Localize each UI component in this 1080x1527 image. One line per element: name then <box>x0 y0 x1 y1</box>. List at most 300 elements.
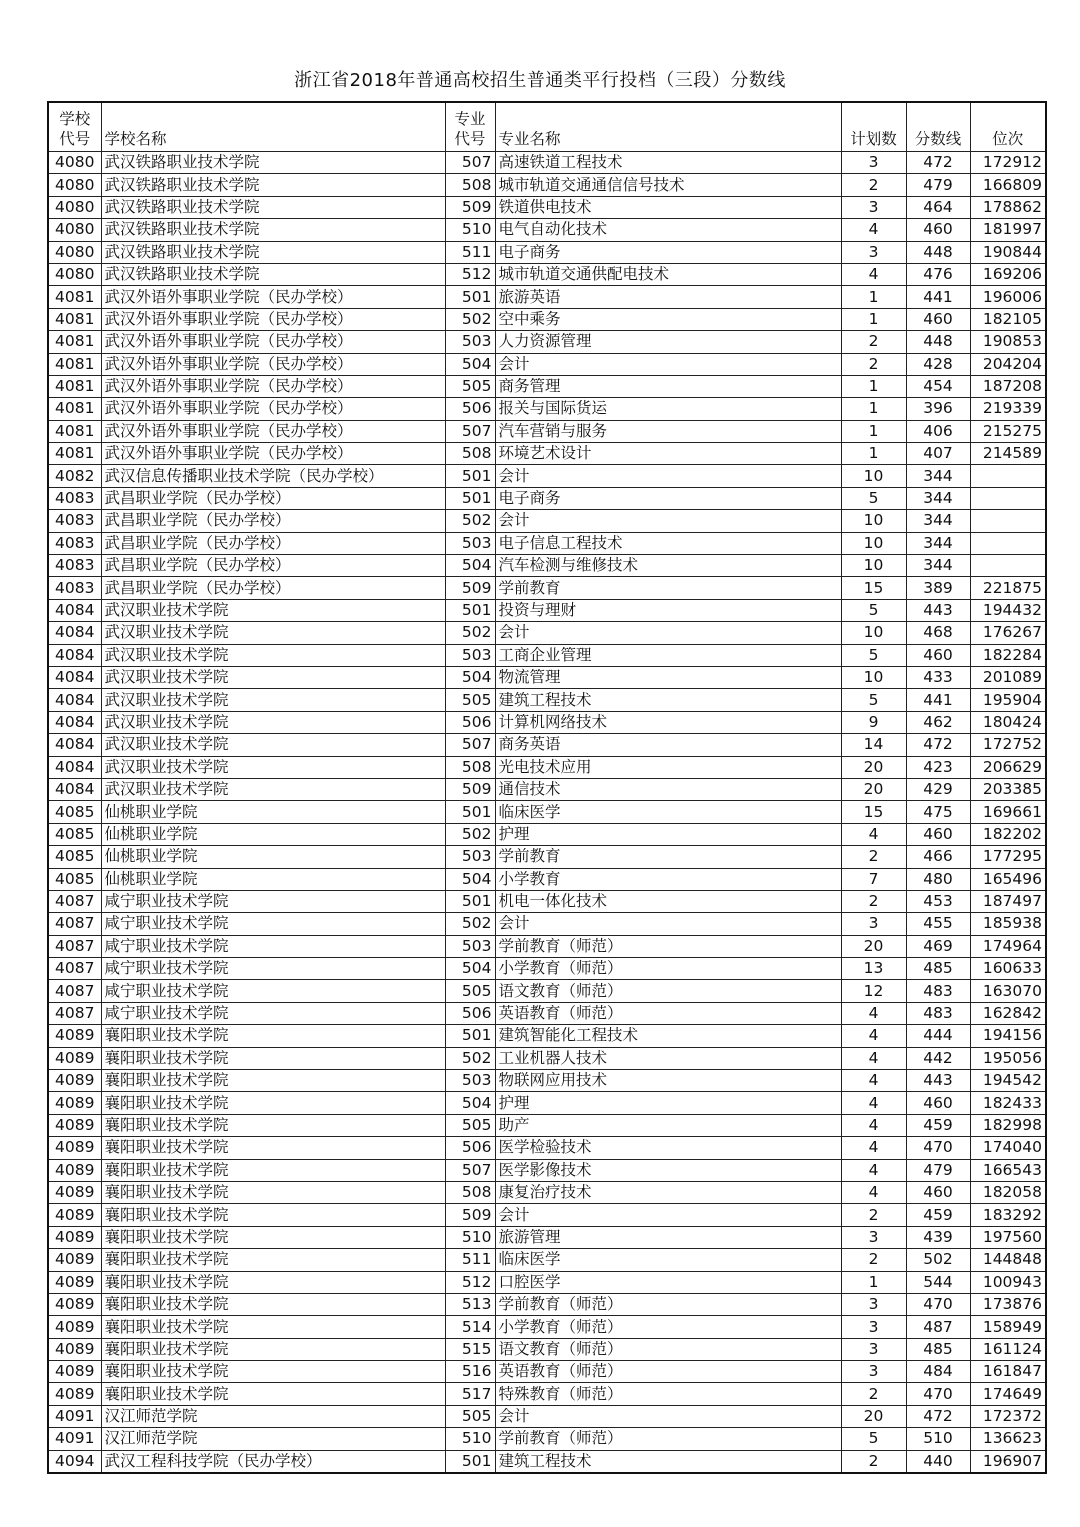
score-cell: 433 <box>906 666 970 688</box>
table-row <box>48 331 1046 353</box>
score-cell: 396 <box>906 398 970 420</box>
score-cell: 469 <box>906 935 970 957</box>
plan-cell: 3 <box>841 1361 906 1383</box>
major-name-cell: 计算机网络技术 <box>495 711 841 733</box>
table-row <box>48 1092 1046 1114</box>
major-name-cell: 物流管理 <box>495 666 841 688</box>
table-row <box>48 308 1046 330</box>
rank-cell: 160633 <box>970 958 1046 980</box>
school-name-cell: 襄阳职业技术学院 <box>101 1271 445 1293</box>
plan-cell: 2 <box>841 1383 906 1405</box>
plan-cell: 4 <box>841 1092 906 1114</box>
school-code-cell: 4083 <box>48 510 101 532</box>
school-name-cell: 武昌职业学院（民办学校） <box>101 487 445 509</box>
rank-cell: 190853 <box>970 331 1046 353</box>
table-row <box>48 398 1046 420</box>
table-row <box>48 353 1046 375</box>
major-code-cell: 509 <box>445 196 495 218</box>
rank-cell: 174964 <box>970 935 1046 957</box>
table-row <box>48 577 1046 599</box>
school-name-cell: 襄阳职业技术学院 <box>101 1204 445 1226</box>
score-cell: 406 <box>906 420 970 442</box>
school-name-cell: 武汉外语外事职业学院（民办学校） <box>101 420 445 442</box>
major-name-cell: 学前教育 <box>495 846 841 868</box>
school-name-cell: 武汉职业技术学院 <box>101 666 445 688</box>
plan-cell: 1 <box>841 375 906 397</box>
major-code-cell: 504 <box>445 353 495 375</box>
major-name-cell: 学前教育（师范） <box>495 1428 841 1450</box>
score-cell: 485 <box>906 958 970 980</box>
major-name-cell: 学前教育 <box>495 577 841 599</box>
table-row <box>48 443 1046 465</box>
table-row <box>48 174 1046 196</box>
rank-cell: 206629 <box>970 756 1046 778</box>
major-name-cell: 光电技术应用 <box>495 756 841 778</box>
major-name-cell: 英语教育（师范） <box>495 1002 841 1024</box>
major-code-cell: 507 <box>445 152 495 174</box>
table-row <box>48 711 1046 733</box>
school-code-cell: 4081 <box>48 398 101 420</box>
major-code-cell: 503 <box>445 1070 495 1092</box>
rank-cell: 182105 <box>970 308 1046 330</box>
school-code-cell: 4083 <box>48 577 101 599</box>
rank-cell <box>970 555 1046 577</box>
school-code-cell: 4081 <box>48 443 101 465</box>
major-name-cell: 人力资源管理 <box>495 331 841 353</box>
major-code-cell: 502 <box>445 1047 495 1069</box>
major-name-cell: 医学影像技术 <box>495 1159 841 1181</box>
table-row <box>48 846 1046 868</box>
plan-cell: 3 <box>841 1316 906 1338</box>
school-code-cell: 4087 <box>48 1002 101 1024</box>
major-code-cell: 510 <box>445 1428 495 1450</box>
school-name-cell: 武汉铁路职业技术学院 <box>101 219 445 241</box>
rank-cell: 196907 <box>970 1450 1046 1473</box>
school-code-cell: 4083 <box>48 532 101 554</box>
rank-cell: 187497 <box>970 890 1046 912</box>
school-code-cell: 4087 <box>48 913 101 935</box>
plan-cell: 4 <box>841 219 906 241</box>
score-cell: 344 <box>906 487 970 509</box>
school-code-cell: 4085 <box>48 846 101 868</box>
major-code-cell: 510 <box>445 219 495 241</box>
plan-cell: 20 <box>841 778 906 800</box>
rank-cell: 172752 <box>970 734 1046 756</box>
school-code-cell: 4081 <box>48 353 101 375</box>
school-code-cell: 4087 <box>48 890 101 912</box>
major-code-cell: 503 <box>445 935 495 957</box>
major-name-cell: 小学教育（师范） <box>495 1316 841 1338</box>
table-row <box>48 1137 1046 1159</box>
table-row <box>48 1293 1046 1315</box>
major-code-cell: 507 <box>445 1159 495 1181</box>
table-row <box>48 666 1046 688</box>
rank-cell: 174649 <box>970 1383 1046 1405</box>
plan-cell: 2 <box>841 174 906 196</box>
major-name-cell: 小学教育 <box>495 868 841 890</box>
plan-cell: 1 <box>841 1271 906 1293</box>
school-name-cell: 襄阳职业技术学院 <box>101 1025 445 1047</box>
score-cell: 460 <box>906 308 970 330</box>
major-name-cell: 工商企业管理 <box>495 644 841 666</box>
major-code-cell: 509 <box>445 577 495 599</box>
major-name-cell: 小学教育（师范） <box>495 958 841 980</box>
school-name-cell: 武汉外语外事职业学院（民办学校） <box>101 308 445 330</box>
rank-cell: 169661 <box>970 801 1046 823</box>
school-name-cell: 武昌职业学院（民办学校） <box>101 555 445 577</box>
rank-cell: 161847 <box>970 1361 1046 1383</box>
rank-cell: 187208 <box>970 375 1046 397</box>
major-code-cell: 508 <box>445 174 495 196</box>
major-code-cell: 504 <box>445 666 495 688</box>
school-name-cell: 汉江师范学院 <box>101 1428 445 1450</box>
table-row <box>48 152 1046 174</box>
major-code-cell: 501 <box>445 890 495 912</box>
score-cell: 466 <box>906 846 970 868</box>
table-row <box>48 801 1046 823</box>
major-code-cell: 510 <box>445 1226 495 1248</box>
school-name-cell: 武汉职业技术学院 <box>101 599 445 621</box>
score-cell: 344 <box>906 532 970 554</box>
school-code-cell: 4087 <box>48 980 101 1002</box>
plan-cell: 7 <box>841 868 906 890</box>
rank-cell: 194156 <box>970 1025 1046 1047</box>
school-name-cell: 武汉外语外事职业学院（民办学校） <box>101 286 445 308</box>
school-name-cell: 武汉外语外事职业学院（民办学校） <box>101 375 445 397</box>
score-cell: 459 <box>906 1204 970 1226</box>
school-code-cell: 4081 <box>48 286 101 308</box>
score-cell: 439 <box>906 1226 970 1248</box>
score-cell: 407 <box>906 443 970 465</box>
score-cell: 454 <box>906 375 970 397</box>
major-code-cell: 517 <box>445 1383 495 1405</box>
table-row <box>48 465 1046 487</box>
school-name-cell: 武汉外语外事职业学院（民办学校） <box>101 331 445 353</box>
major-code-cell: 505 <box>445 689 495 711</box>
table-row <box>48 1316 1046 1338</box>
major-code-cell: 508 <box>445 756 495 778</box>
plan-cell: 4 <box>841 1070 906 1092</box>
major-code-cell: 502 <box>445 510 495 532</box>
school-code-cell: 4089 <box>48 1271 101 1293</box>
school-code-cell: 4089 <box>48 1383 101 1405</box>
major-name-cell: 城市轨道交通供配电技术 <box>495 263 841 285</box>
table-row <box>48 1428 1046 1450</box>
table-row <box>48 1047 1046 1069</box>
school-name-cell: 襄阳职业技术学院 <box>101 1114 445 1136</box>
school-name-cell: 咸宁职业技术学院 <box>101 958 445 980</box>
score-cell: 476 <box>906 263 970 285</box>
score-cell: 472 <box>906 1405 970 1427</box>
table-row <box>48 1114 1046 1136</box>
school-name-cell: 武汉职业技术学院 <box>101 734 445 756</box>
school-code-cell: 4087 <box>48 958 101 980</box>
plan-cell: 4 <box>841 1159 906 1181</box>
rank-cell: 194432 <box>970 599 1046 621</box>
plan-cell: 4 <box>841 1181 906 1203</box>
school-name-cell: 襄阳职业技术学院 <box>101 1316 445 1338</box>
table-row <box>48 756 1046 778</box>
school-code-cell: 4089 <box>48 1114 101 1136</box>
rank-cell: 197560 <box>970 1226 1046 1248</box>
score-cell: 487 <box>906 1316 970 1338</box>
plan-cell: 3 <box>841 1293 906 1315</box>
score-cell: 344 <box>906 555 970 577</box>
major-code-cell: 506 <box>445 711 495 733</box>
major-code-cell: 505 <box>445 1114 495 1136</box>
rank-cell: 203385 <box>970 778 1046 800</box>
score-cell: 441 <box>906 689 970 711</box>
score-cell: 448 <box>906 241 970 263</box>
school-code-cell: 4089 <box>48 1070 101 1092</box>
major-name-cell: 会计 <box>495 1405 841 1427</box>
table-row <box>48 1249 1046 1271</box>
school-code-cell: 4080 <box>48 263 101 285</box>
plan-cell: 10 <box>841 622 906 644</box>
plan-cell: 15 <box>841 801 906 823</box>
school-code-cell: 4080 <box>48 219 101 241</box>
school-code-cell: 4084 <box>48 756 101 778</box>
plan-cell: 5 <box>841 599 906 621</box>
major-code-cell: 506 <box>445 398 495 420</box>
rank-cell: 144848 <box>970 1249 1046 1271</box>
header-school-name: 学校名称 <box>101 102 445 152</box>
major-name-cell: 电子商务 <box>495 241 841 263</box>
score-cell: 470 <box>906 1293 970 1315</box>
school-name-cell: 襄阳职业技术学院 <box>101 1047 445 1069</box>
plan-cell: 3 <box>841 196 906 218</box>
major-code-cell: 504 <box>445 1092 495 1114</box>
rank-cell: 158949 <box>970 1316 1046 1338</box>
score-cell: 460 <box>906 823 970 845</box>
rank-cell: 185938 <box>970 913 1046 935</box>
rank-cell: 172372 <box>970 1405 1046 1427</box>
major-name-cell: 口腔医学 <box>495 1271 841 1293</box>
major-name-cell: 语文教育（师范） <box>495 980 841 1002</box>
major-name-cell: 临床医学 <box>495 801 841 823</box>
major-code-cell: 501 <box>445 487 495 509</box>
score-cell: 443 <box>906 599 970 621</box>
major-name-cell: 通信技术 <box>495 778 841 800</box>
rank-cell: 162842 <box>970 1002 1046 1024</box>
school-code-cell: 4084 <box>48 689 101 711</box>
score-cell: 475 <box>906 801 970 823</box>
major-name-cell: 商务管理 <box>495 375 841 397</box>
plan-cell: 20 <box>841 935 906 957</box>
table-row <box>48 644 1046 666</box>
table-row <box>48 1204 1046 1226</box>
school-code-cell: 4084 <box>48 711 101 733</box>
score-cell: 389 <box>906 577 970 599</box>
school-name-cell: 襄阳职业技术学院 <box>101 1092 445 1114</box>
rank-cell: 100943 <box>970 1271 1046 1293</box>
table-row <box>48 1025 1046 1047</box>
score-cell: 462 <box>906 711 970 733</box>
header-row <box>48 102 1046 152</box>
rank-cell: 166809 <box>970 174 1046 196</box>
score-cell: 440 <box>906 1450 970 1473</box>
header-major-code-line2: 代号 <box>454 130 486 148</box>
table-row <box>48 1181 1046 1203</box>
major-code-cell: 502 <box>445 308 495 330</box>
school-code-cell: 4085 <box>48 868 101 890</box>
score-cell: 460 <box>906 1181 970 1203</box>
score-cell: 484 <box>906 1361 970 1383</box>
school-code-cell: 4081 <box>48 331 101 353</box>
major-name-cell: 临床医学 <box>495 1249 841 1271</box>
major-name-cell: 康复治疗技术 <box>495 1181 841 1203</box>
school-name-cell: 襄阳职业技术学院 <box>101 1249 445 1271</box>
rank-cell: 214589 <box>970 443 1046 465</box>
major-name-cell: 会计 <box>495 510 841 532</box>
score-cell: 472 <box>906 734 970 756</box>
major-name-cell: 护理 <box>495 1092 841 1114</box>
rank-cell: 161124 <box>970 1338 1046 1360</box>
school-name-cell: 武昌职业学院（民办学校） <box>101 510 445 532</box>
score-cell: 448 <box>906 331 970 353</box>
major-name-cell: 会计 <box>495 353 841 375</box>
header-school-code <box>48 102 101 152</box>
score-cell: 468 <box>906 622 970 644</box>
header-major-code <box>445 102 495 152</box>
school-name-cell: 武汉外语外事职业学院（民办学校） <box>101 353 445 375</box>
major-name-cell: 报关与国际货运 <box>495 398 841 420</box>
school-name-cell: 武汉外语外事职业学院（民办学校） <box>101 398 445 420</box>
major-code-cell: 504 <box>445 555 495 577</box>
major-name-cell: 特殊教育（师范） <box>495 1383 841 1405</box>
rank-cell: 182058 <box>970 1181 1046 1203</box>
major-code-cell: 503 <box>445 532 495 554</box>
school-name-cell: 仙桃职业学院 <box>101 801 445 823</box>
major-name-cell: 电子商务 <box>495 487 841 509</box>
table-row <box>48 241 1046 263</box>
major-code-cell: 509 <box>445 778 495 800</box>
plan-cell: 15 <box>841 577 906 599</box>
rank-cell <box>970 487 1046 509</box>
school-name-cell: 武汉职业技术学院 <box>101 756 445 778</box>
major-name-cell: 旅游管理 <box>495 1226 841 1248</box>
table-row <box>48 1226 1046 1248</box>
school-code-cell: 4089 <box>48 1293 101 1315</box>
rank-cell: 165496 <box>970 868 1046 890</box>
score-cell: 464 <box>906 196 970 218</box>
table-row <box>48 1271 1046 1293</box>
plan-cell: 2 <box>841 1204 906 1226</box>
major-code-cell: 514 <box>445 1316 495 1338</box>
major-code-cell: 501 <box>445 1450 495 1473</box>
major-name-cell: 商务英语 <box>495 734 841 756</box>
school-name-cell: 武汉工程科技学院（民办学校） <box>101 1450 445 1473</box>
header-school-code-line1: 学校 <box>59 110 91 128</box>
header-major-name: 专业名称 <box>495 102 841 152</box>
plan-cell: 20 <box>841 756 906 778</box>
plan-cell: 2 <box>841 890 906 912</box>
major-code-cell: 505 <box>445 1405 495 1427</box>
major-code-cell: 505 <box>445 980 495 1002</box>
major-code-cell: 508 <box>445 443 495 465</box>
major-code-cell: 507 <box>445 420 495 442</box>
table-row <box>48 1159 1046 1181</box>
major-code-cell: 507 <box>445 734 495 756</box>
major-name-cell: 旅游英语 <box>495 286 841 308</box>
header-plan: 计划数 <box>841 102 906 152</box>
school-code-cell: 4091 <box>48 1428 101 1450</box>
major-name-cell: 会计 <box>495 913 841 935</box>
plan-cell: 12 <box>841 980 906 1002</box>
plan-cell: 5 <box>841 689 906 711</box>
major-code-cell: 508 <box>445 1181 495 1203</box>
school-name-cell: 武汉职业技术学院 <box>101 689 445 711</box>
school-code-cell: 4089 <box>48 1204 101 1226</box>
table-row <box>48 1338 1046 1360</box>
plan-cell: 2 <box>841 331 906 353</box>
score-cell: 472 <box>906 152 970 174</box>
school-code-cell: 4084 <box>48 778 101 800</box>
plan-cell: 1 <box>841 398 906 420</box>
plan-cell: 5 <box>841 1428 906 1450</box>
score-cell: 429 <box>906 778 970 800</box>
major-name-cell: 工业机器人技术 <box>495 1047 841 1069</box>
school-name-cell: 仙桃职业学院 <box>101 823 445 845</box>
plan-cell: 10 <box>841 510 906 532</box>
major-name-cell: 铁道供电技术 <box>495 196 841 218</box>
school-code-cell: 4084 <box>48 644 101 666</box>
major-code-cell: 506 <box>445 1002 495 1024</box>
plan-cell: 4 <box>841 1002 906 1024</box>
school-name-cell: 襄阳职业技术学院 <box>101 1383 445 1405</box>
rank-cell: 190844 <box>970 241 1046 263</box>
school-name-cell: 武汉外语外事职业学院（民办学校） <box>101 443 445 465</box>
table-row <box>48 958 1046 980</box>
plan-cell: 1 <box>841 443 906 465</box>
school-name-cell: 武汉职业技术学院 <box>101 711 445 733</box>
major-code-cell: 501 <box>445 1025 495 1047</box>
score-cell: 459 <box>906 1114 970 1136</box>
school-name-cell: 武汉铁路职业技术学院 <box>101 241 445 263</box>
major-name-cell: 建筑智能化工程技术 <box>495 1025 841 1047</box>
major-name-cell: 建筑工程技术 <box>495 689 841 711</box>
score-cell: 423 <box>906 756 970 778</box>
score-table <box>47 101 1047 1474</box>
plan-cell: 10 <box>841 666 906 688</box>
rank-cell: 201089 <box>970 666 1046 688</box>
major-code-cell: 502 <box>445 622 495 644</box>
score-cell: 460 <box>906 219 970 241</box>
major-name-cell: 环境艺术设计 <box>495 443 841 465</box>
score-cell: 479 <box>906 174 970 196</box>
rank-cell: 221875 <box>970 577 1046 599</box>
major-name-cell: 城市轨道交通通信信号技术 <box>495 174 841 196</box>
major-code-cell: 511 <box>445 1249 495 1271</box>
school-name-cell: 襄阳职业技术学院 <box>101 1226 445 1248</box>
score-cell: 480 <box>906 868 970 890</box>
rank-cell <box>970 465 1046 487</box>
rank-cell: 172912 <box>970 152 1046 174</box>
table-row <box>48 263 1046 285</box>
table-row <box>48 622 1046 644</box>
major-code-cell: 513 <box>445 1293 495 1315</box>
major-code-cell: 516 <box>445 1361 495 1383</box>
score-cell: 544 <box>906 1271 970 1293</box>
plan-cell: 4 <box>841 1137 906 1159</box>
school-name-cell: 武汉职业技术学院 <box>101 778 445 800</box>
major-code-cell: 515 <box>445 1338 495 1360</box>
score-cell: 344 <box>906 510 970 532</box>
table-row <box>48 196 1046 218</box>
rank-cell: 174040 <box>970 1137 1046 1159</box>
school-code-cell: 4080 <box>48 174 101 196</box>
score-cell: 444 <box>906 1025 970 1047</box>
